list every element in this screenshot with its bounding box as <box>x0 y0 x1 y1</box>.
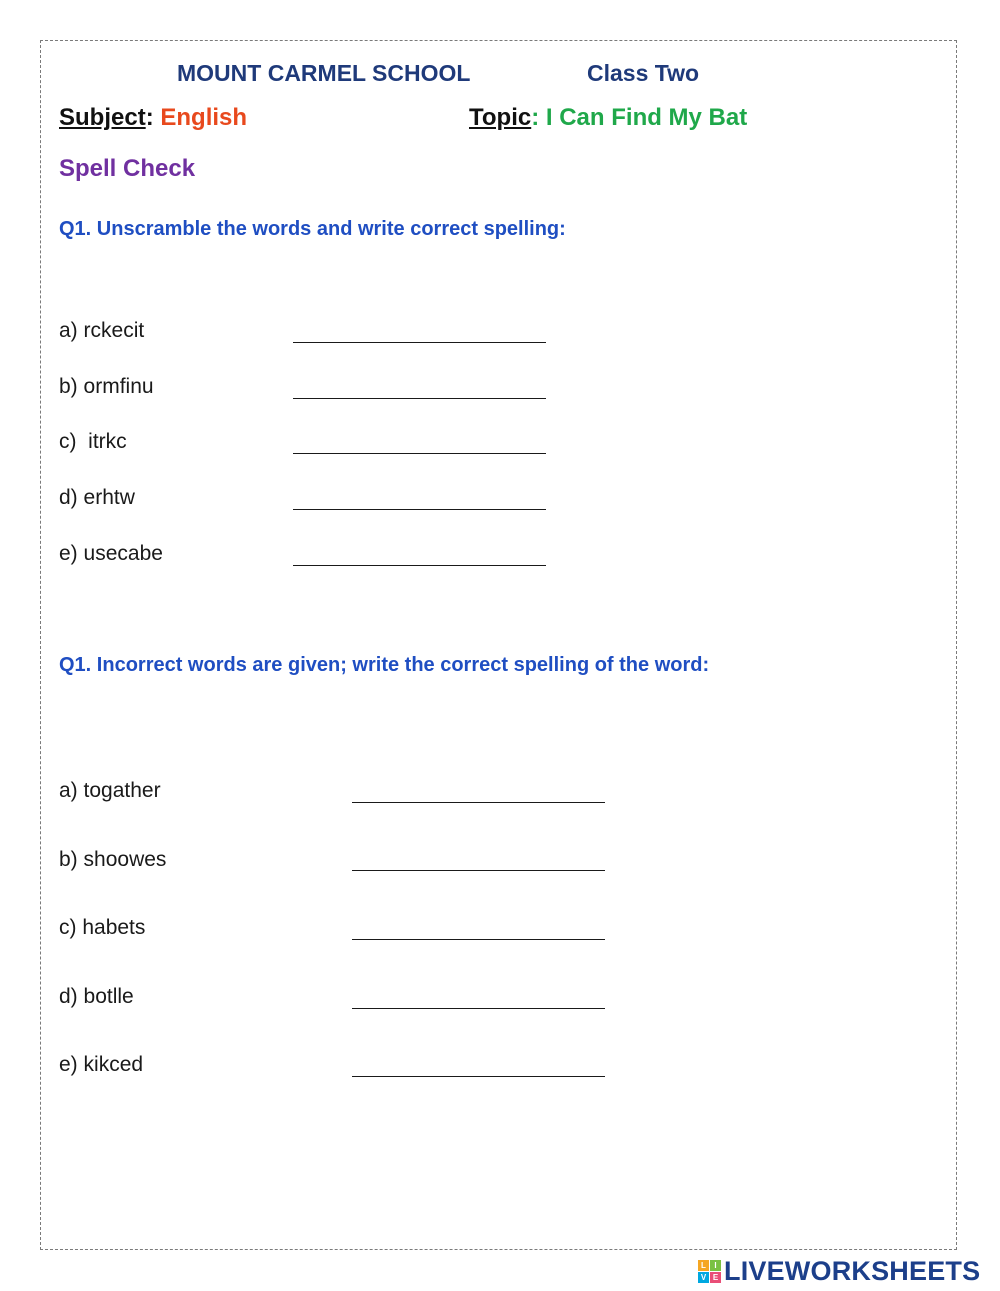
q1-item-a-letter: a) <box>59 319 78 342</box>
q1-answer-blank-b[interactable] <box>293 398 546 399</box>
q1-item-b <box>59 375 154 399</box>
q1-item-b-letter: b) <box>59 375 78 398</box>
logo-letter-e: E <box>710 1272 721 1283</box>
topic-line <box>469 104 747 132</box>
logo-letter-i: I <box>710 1260 721 1271</box>
topic-value: I Can Find My Bat <box>545 104 748 131</box>
q2-item-c <box>59 916 145 940</box>
q1-item-d-letter: d) <box>59 486 78 509</box>
liveworksheets-wordmark: LIVEWORKSHEETS <box>724 1255 981 1286</box>
logo-letter-v: V <box>698 1272 709 1283</box>
q1-item-a <box>59 319 144 343</box>
q2-item-a <box>59 779 161 803</box>
q2-answer-blank-b[interactable] <box>352 870 605 871</box>
class-label: Class Two <box>587 60 700 86</box>
liveworksheets-logo-icon <box>698 1260 721 1283</box>
topic-colon: : <box>531 104 546 131</box>
q2-item-c-word: habets <box>82 916 146 939</box>
subject-label: Subject <box>59 104 146 131</box>
q2-item-e <box>59 1053 143 1077</box>
q2-item-d-letter: d) <box>59 985 78 1008</box>
q1-answer-blank-c[interactable] <box>293 453 546 454</box>
q1-item-a-word: rckecit <box>83 319 145 342</box>
q1-item-e-word: usecabe <box>83 542 163 565</box>
question-1-text: Q1. Unscramble the words and write correct spelling: <box>59 218 566 240</box>
q1-item-b-word: ormfinu <box>83 375 154 398</box>
q2-answer-blank-e[interactable] <box>352 1076 605 1077</box>
subject-colon: : <box>145 104 161 131</box>
q2-item-b-word: shoowes <box>83 848 167 871</box>
q1-item-d-word: erhtw <box>83 486 135 509</box>
q2-answer-blank-a[interactable] <box>352 802 605 803</box>
q2-item-c-letter: c) <box>59 916 77 939</box>
logo-letter-l: L <box>698 1260 709 1271</box>
q1-answer-blank-d[interactable] <box>293 509 546 510</box>
q1-item-c-letter: c) <box>59 430 77 453</box>
q1-answer-blank-a[interactable] <box>293 342 546 343</box>
q2-answer-blank-d[interactable] <box>352 1008 605 1009</box>
topic-label: Topic <box>469 104 532 131</box>
q2-item-d-word: botlle <box>83 985 134 1008</box>
q1-item-c-word: itrkc <box>82 430 127 453</box>
q2-item-e-letter: e) <box>59 1053 78 1076</box>
q2-item-a-letter: a) <box>59 779 78 802</box>
subject-value: English <box>160 104 248 131</box>
q1-item-e-letter: e) <box>59 542 78 565</box>
q2-item-d <box>59 985 134 1009</box>
q1-item-e <box>59 542 163 566</box>
q2-answer-blank-c[interactable] <box>352 939 605 940</box>
q2-item-b <box>59 848 166 872</box>
q2-item-a-word: togather <box>83 779 161 802</box>
q1-item-d <box>59 486 135 510</box>
question-2-text: Q1. Incorrect words are given; write the correct spelling of the word: <box>59 654 710 676</box>
subject-line <box>59 104 247 132</box>
q2-item-e-word: kikced <box>83 1053 144 1076</box>
liveworksheets-brand <box>698 1257 980 1285</box>
school-name: MOUNT CARMEL SCHOOL <box>177 60 471 86</box>
section-title: Spell Check <box>59 155 196 182</box>
q2-item-b-letter: b) <box>59 848 78 871</box>
q1-answer-blank-e[interactable] <box>293 565 546 566</box>
q1-item-c <box>59 430 127 454</box>
